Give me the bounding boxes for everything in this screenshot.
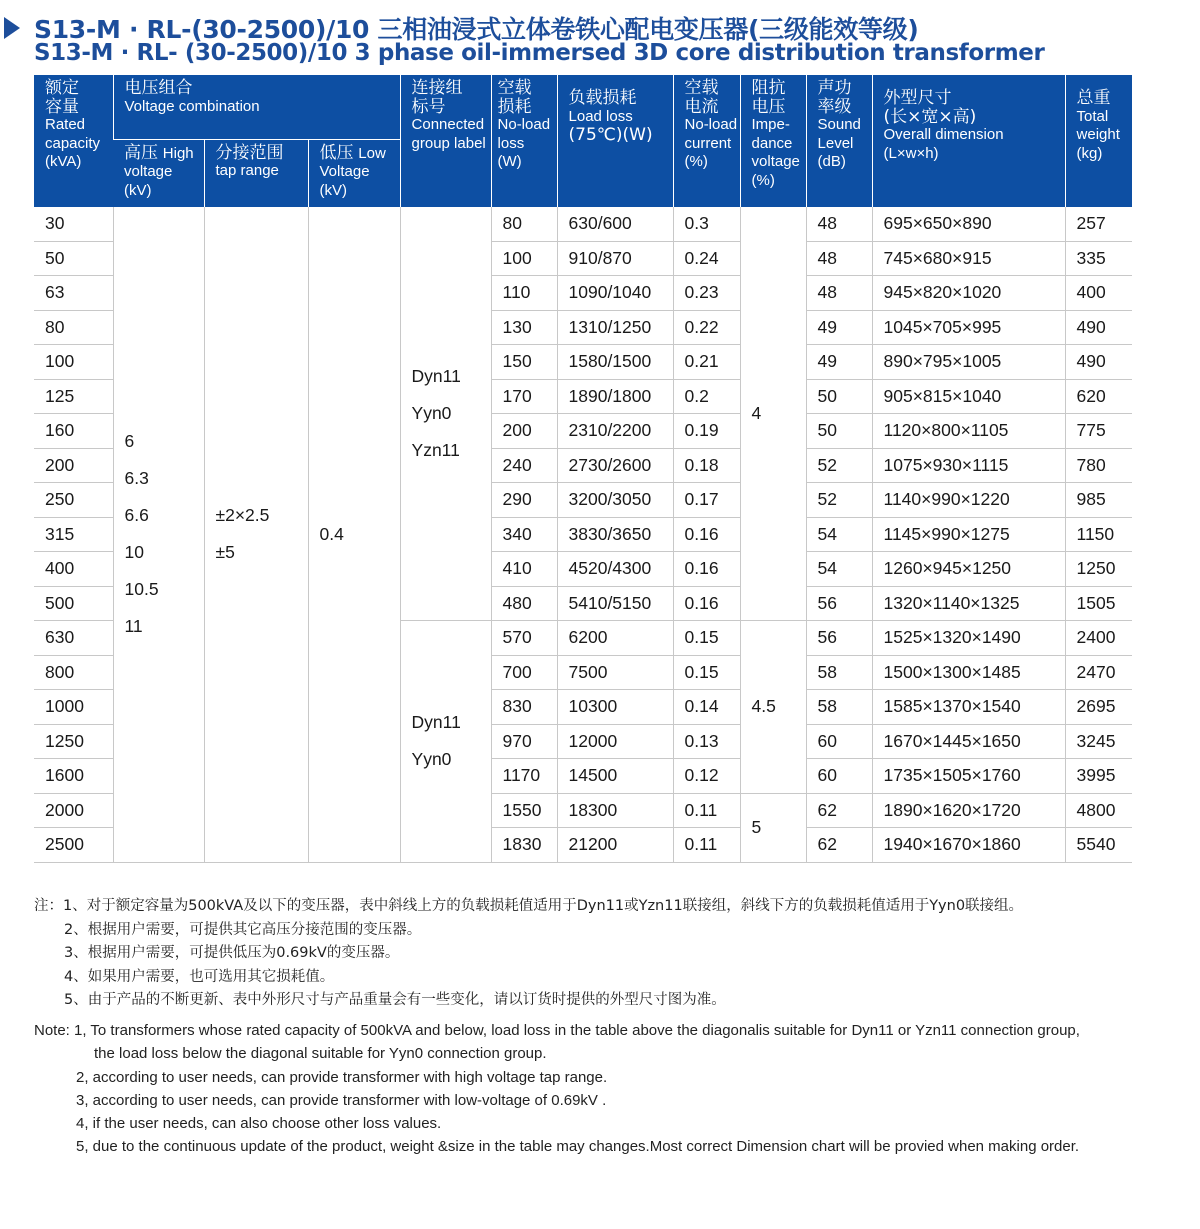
rated-capacity-cell: 800	[34, 655, 113, 690]
overall-dimension-cell: 1525×1320×1490	[872, 621, 1065, 656]
no-load-loss-cell: 240	[491, 448, 557, 483]
no-load-current-cell: 0.16	[673, 517, 740, 552]
header-no-load-loss: 空载 损耗 No-load loss (W)	[491, 75, 557, 207]
header-voltage-combination: 电压组合 Voltage combination	[113, 75, 400, 139]
total-weight-cell: 400	[1065, 276, 1132, 311]
connection-group-cell	[400, 207, 491, 621]
rated-capacity-cell: 125	[34, 379, 113, 414]
sound-level-cell: 60	[806, 759, 872, 794]
no-load-current-cell: 0.15	[673, 621, 740, 656]
table-row	[34, 207, 1132, 241]
note-cn-2: 2、根据用户需要，可提供其它高压分接范围的变压器。	[64, 921, 422, 938]
total-weight-cell: 775	[1065, 414, 1132, 449]
impedance-voltage-cell: 4.5	[740, 621, 806, 794]
high-voltage-cell-value: 6.3	[124, 468, 149, 489]
overall-dimension-cell: 1585×1370×1540	[872, 690, 1065, 725]
high-voltage-cell-value: 6.6	[124, 505, 149, 526]
load-loss-cell: 5410/5150	[557, 586, 673, 621]
note-cn-4: 4、如果用户需要，也可选用其它损耗值。	[64, 968, 335, 985]
rated-capacity-cell: 100	[34, 345, 113, 380]
high-voltage-cell	[113, 207, 204, 862]
load-loss-cell: 1090/1040	[557, 276, 673, 311]
no-load-current-cell: 0.23	[673, 276, 740, 311]
connection-group-cell	[400, 621, 491, 863]
rated-capacity-cell: 200	[34, 448, 113, 483]
header-sound-level: 声功 率级 Sound Level (dB)	[806, 75, 872, 207]
rated-capacity-cell: 160	[34, 414, 113, 449]
sound-level-cell: 58	[806, 690, 872, 725]
rated-capacity-cell: 400	[34, 552, 113, 587]
no-load-loss-cell: 830	[491, 690, 557, 725]
notes-chinese	[34, 895, 1023, 1013]
load-loss-cell: 14500	[557, 759, 673, 794]
total-weight-cell: 5540	[1065, 828, 1132, 863]
load-loss-cell: 2730/2600	[557, 448, 673, 483]
no-load-loss-cell: 1830	[491, 828, 557, 863]
sound-level-cell: 48	[806, 207, 872, 241]
overall-dimension-cell: 745×680×915	[872, 241, 1065, 276]
rated-capacity-cell: 63	[34, 276, 113, 311]
no-load-loss-cell: 700	[491, 655, 557, 690]
header-overall-dimension: 外型尺寸 (长×宽×高) Overall dimension (L×w×h)	[872, 75, 1065, 207]
no-load-current-cell: 0.16	[673, 586, 740, 621]
total-weight-cell: 1505	[1065, 586, 1132, 621]
no-load-loss-cell: 570	[491, 621, 557, 656]
total-weight-cell: 1150	[1065, 517, 1132, 552]
note-cn-5: 5、由于产品的不断更新、表中外形尺寸与产品重量会有一些变化，请以订货时提供的外型尺寸图为准。	[64, 992, 726, 1008]
load-loss-cell: 3830/3650	[557, 517, 673, 552]
load-loss-cell: 3200/3050	[557, 483, 673, 518]
title-arrow-icon	[4, 17, 20, 39]
no-load-loss-cell: 970	[491, 724, 557, 759]
total-weight-cell: 780	[1065, 448, 1132, 483]
load-loss-cell: 910/870	[557, 241, 673, 276]
note-cn-3: 3、根据用户需要，可提供低压为0.69kV的变压器。	[64, 945, 400, 961]
impedance-voltage-cell: 4	[740, 207, 806, 621]
header-high-voltage: 高压 High voltage (kV)	[113, 139, 204, 207]
high-voltage-cell-value: 10.5	[124, 579, 159, 600]
no-load-loss-cell: 480	[491, 586, 557, 621]
rated-capacity-cell: 80	[34, 310, 113, 345]
no-load-current-cell: 0.2	[673, 379, 740, 414]
tap-range-cell	[204, 207, 308, 862]
total-weight-cell: 985	[1065, 483, 1132, 518]
sound-level-cell: 49	[806, 310, 872, 345]
total-weight-cell: 490	[1065, 345, 1132, 380]
overall-dimension-cell: 1735×1505×1760	[872, 759, 1065, 794]
no-load-current-cell: 0.18	[673, 448, 740, 483]
note-en-1: Note: 1, To transformers whose rated capacity of 500kVA and below, load loss in the table above the diagonalis suitable for Dyn11 or Yzn11 connection group,	[34, 1022, 1080, 1039]
no-load-current-cell: 0.13	[673, 724, 740, 759]
sound-level-cell: 52	[806, 483, 872, 518]
connection-group-cell-value: Yyn0	[411, 403, 452, 423]
sound-level-cell: 58	[806, 655, 872, 690]
total-weight-cell: 3995	[1065, 759, 1132, 794]
overall-dimension-cell: 945×820×1020	[872, 276, 1065, 311]
rated-capacity-cell: 1600	[34, 759, 113, 794]
overall-dimension-cell: 1940×1670×1860	[872, 828, 1065, 863]
connection-group-cell-value: Dyn11	[411, 366, 461, 386]
no-load-loss-cell: 290	[491, 483, 557, 518]
overall-dimension-cell: 1260×945×1250	[872, 552, 1065, 587]
overall-dimension-cell: 1145×990×1275	[872, 517, 1065, 552]
load-loss-cell: 21200	[557, 828, 673, 863]
no-load-current-cell: 0.17	[673, 483, 740, 518]
no-load-current-cell: 0.16	[673, 552, 740, 587]
rated-capacity-cell: 1250	[34, 724, 113, 759]
rated-capacity-cell: 50	[34, 241, 113, 276]
overall-dimension-cell: 1500×1300×1485	[872, 655, 1065, 690]
note-en-3: 3, according to user needs, can provide transformer with low-voltage of 0.69kV .	[76, 1091, 607, 1109]
sound-level-cell: 60	[806, 724, 872, 759]
sound-level-cell: 56	[806, 621, 872, 656]
high-voltage-cell-value: 6	[124, 431, 135, 452]
load-loss-cell: 6200	[557, 621, 673, 656]
connection-group-cell-value: Dyn11	[411, 712, 461, 733]
sound-level-cell: 56	[806, 586, 872, 621]
header-no-load-current: 空载 电流 No-load current (%)	[673, 75, 740, 207]
rated-capacity-cell: 250	[34, 483, 113, 518]
no-load-current-cell: 0.22	[673, 310, 740, 345]
load-loss-cell: 630/600	[557, 207, 673, 241]
notes-english	[34, 1019, 1080, 1159]
low-voltage-cell: 0.4	[308, 207, 400, 862]
header-impedance-voltage: 阻抗 电压 Impe- dance voltage (%)	[740, 75, 806, 207]
total-weight-cell: 335	[1065, 241, 1132, 276]
spec-table	[34, 75, 1132, 863]
note-en-1-cont: the load loss below the diagonal suitable for Yyn0 connection group.	[94, 1045, 547, 1063]
no-load-loss-cell: 100	[491, 241, 557, 276]
no-load-current-cell: 0.11	[673, 828, 740, 863]
no-load-loss-cell: 1170	[491, 759, 557, 794]
header-load-loss: 负载损耗 Load loss (75℃)(W)	[557, 75, 673, 207]
no-load-loss-cell: 130	[491, 310, 557, 345]
sound-level-cell: 50	[806, 414, 872, 449]
no-load-current-cell: 0.15	[673, 655, 740, 690]
sound-level-cell: 62	[806, 793, 872, 828]
total-weight-cell: 2695	[1065, 690, 1132, 725]
load-loss-cell: 18300	[557, 793, 673, 828]
rated-capacity-cell: 1000	[34, 690, 113, 725]
impedance-voltage-cell: 5	[740, 793, 806, 862]
sound-level-cell: 54	[806, 552, 872, 587]
total-weight-cell: 257	[1065, 207, 1132, 241]
overall-dimension-cell: 905×815×1040	[872, 379, 1065, 414]
load-loss-cell: 2310/2200	[557, 414, 673, 449]
connection-group-cell-value: Yyn0	[411, 749, 452, 770]
no-load-loss-cell: 170	[491, 379, 557, 414]
load-loss-cell: 10300	[557, 690, 673, 725]
tap-range-cell-value: ±5	[215, 542, 235, 563]
high-voltage-cell-value: 10	[124, 542, 144, 563]
overall-dimension-cell: 1890×1620×1720	[872, 793, 1065, 828]
no-load-current-cell: 0.19	[673, 414, 740, 449]
overall-dimension-cell: 1140×990×1220	[872, 483, 1065, 518]
load-loss-cell: 1580/1500	[557, 345, 673, 380]
header-tap-range: 分接范围 tap range	[204, 139, 308, 207]
sound-level-cell: 50	[806, 379, 872, 414]
overall-dimension-cell: 1320×1140×1325	[872, 586, 1065, 621]
total-weight-cell: 4800	[1065, 793, 1132, 828]
header-rated-capacity: 额定 容量 Rated capacity (kVA)	[34, 75, 113, 207]
header-connection-group: 连接组 标号 Connected group label	[400, 75, 491, 207]
total-weight-cell: 3245	[1065, 724, 1132, 759]
no-load-loss-cell: 410	[491, 552, 557, 587]
overall-dimension-cell: 890×795×1005	[872, 345, 1065, 380]
rated-capacity-cell: 2000	[34, 793, 113, 828]
no-load-loss-cell: 80	[491, 207, 557, 241]
note-en-4: 4, if the user needs, can also choose other loss values.	[76, 1115, 442, 1133]
no-load-loss-cell: 340	[491, 517, 557, 552]
overall-dimension-cell: 1670×1445×1650	[872, 724, 1065, 759]
overall-dimension-cell: 1075×930×1115	[872, 448, 1065, 483]
header-low-voltage: 低压 Low Voltage (kV)	[308, 139, 400, 207]
spec-table-body	[34, 207, 1132, 862]
no-load-current-cell: 0.14	[673, 690, 740, 725]
no-load-current-cell: 0.3	[673, 207, 740, 241]
load-loss-cell: 4520/4300	[557, 552, 673, 587]
no-load-current-cell: 0.24	[673, 241, 740, 276]
total-weight-cell: 490	[1065, 310, 1132, 345]
note-cn-1: 注：1、对于额定容量为500kVA及以下的变压器，表中斜线上方的负载损耗值适用于Dyn11或Yzn11联接组，斜线下方的负载损耗值适用于Yyn0联接组。	[34, 898, 1024, 914]
rated-capacity-cell: 315	[34, 517, 113, 552]
rated-capacity-cell: 30	[34, 207, 113, 241]
total-weight-cell: 620	[1065, 379, 1132, 414]
high-voltage-cell-value: 11	[124, 616, 143, 637]
note-en-2: 2, according to user needs, can provide transformer with high voltage tap range.	[76, 1068, 608, 1086]
no-load-loss-cell: 200	[491, 414, 557, 449]
overall-dimension-cell: 1045×705×995	[872, 310, 1065, 345]
no-load-loss-cell: 1550	[491, 793, 557, 828]
rated-capacity-cell: 500	[34, 586, 113, 621]
no-load-current-cell: 0.11	[673, 793, 740, 828]
no-load-current-cell: 0.21	[673, 345, 740, 380]
load-loss-cell: 1890/1800	[557, 379, 673, 414]
total-weight-cell: 2400	[1065, 621, 1132, 656]
no-load-current-cell: 0.12	[673, 759, 740, 794]
overall-dimension-cell: 1120×800×1105	[872, 414, 1065, 449]
title-chinese: S13-M · RL-(30-2500)/10 三相油浸式立体卷铁心配电变压器(三级能效等级)	[34, 15, 919, 44]
load-loss-cell: 12000	[557, 724, 673, 759]
sound-level-cell: 52	[806, 448, 872, 483]
no-load-loss-cell: 110	[491, 276, 557, 311]
sound-level-cell: 54	[806, 517, 872, 552]
rated-capacity-cell: 630	[34, 621, 113, 656]
sound-level-cell: 48	[806, 276, 872, 311]
tap-range-cell-value: ±2×2.5	[215, 505, 270, 526]
sound-level-cell: 49	[806, 345, 872, 380]
sound-level-cell: 62	[806, 828, 872, 863]
note-en-5: 5, due to the continuous update of the product, weight &size in the table may changes.Most correct Dimension chart will be provied when making order.	[76, 1138, 1080, 1156]
header-total-weight: 总重 Total weight (kg)	[1065, 75, 1132, 207]
load-loss-cell: 7500	[557, 655, 673, 690]
total-weight-cell: 1250	[1065, 552, 1132, 587]
overall-dimension-cell: 695×650×890	[872, 207, 1065, 241]
load-loss-cell: 1310/1250	[557, 310, 673, 345]
rated-capacity-cell: 2500	[34, 828, 113, 863]
connection-group-cell-value: Yzn11	[411, 440, 460, 460]
total-weight-cell: 2470	[1065, 655, 1132, 690]
sound-level-cell: 48	[806, 241, 872, 276]
no-load-loss-cell: 150	[491, 345, 557, 380]
title-english: S13-M · RL- (30-2500)/10 3 phase oil-immersed 3D core distribution transformer	[34, 40, 1045, 66]
